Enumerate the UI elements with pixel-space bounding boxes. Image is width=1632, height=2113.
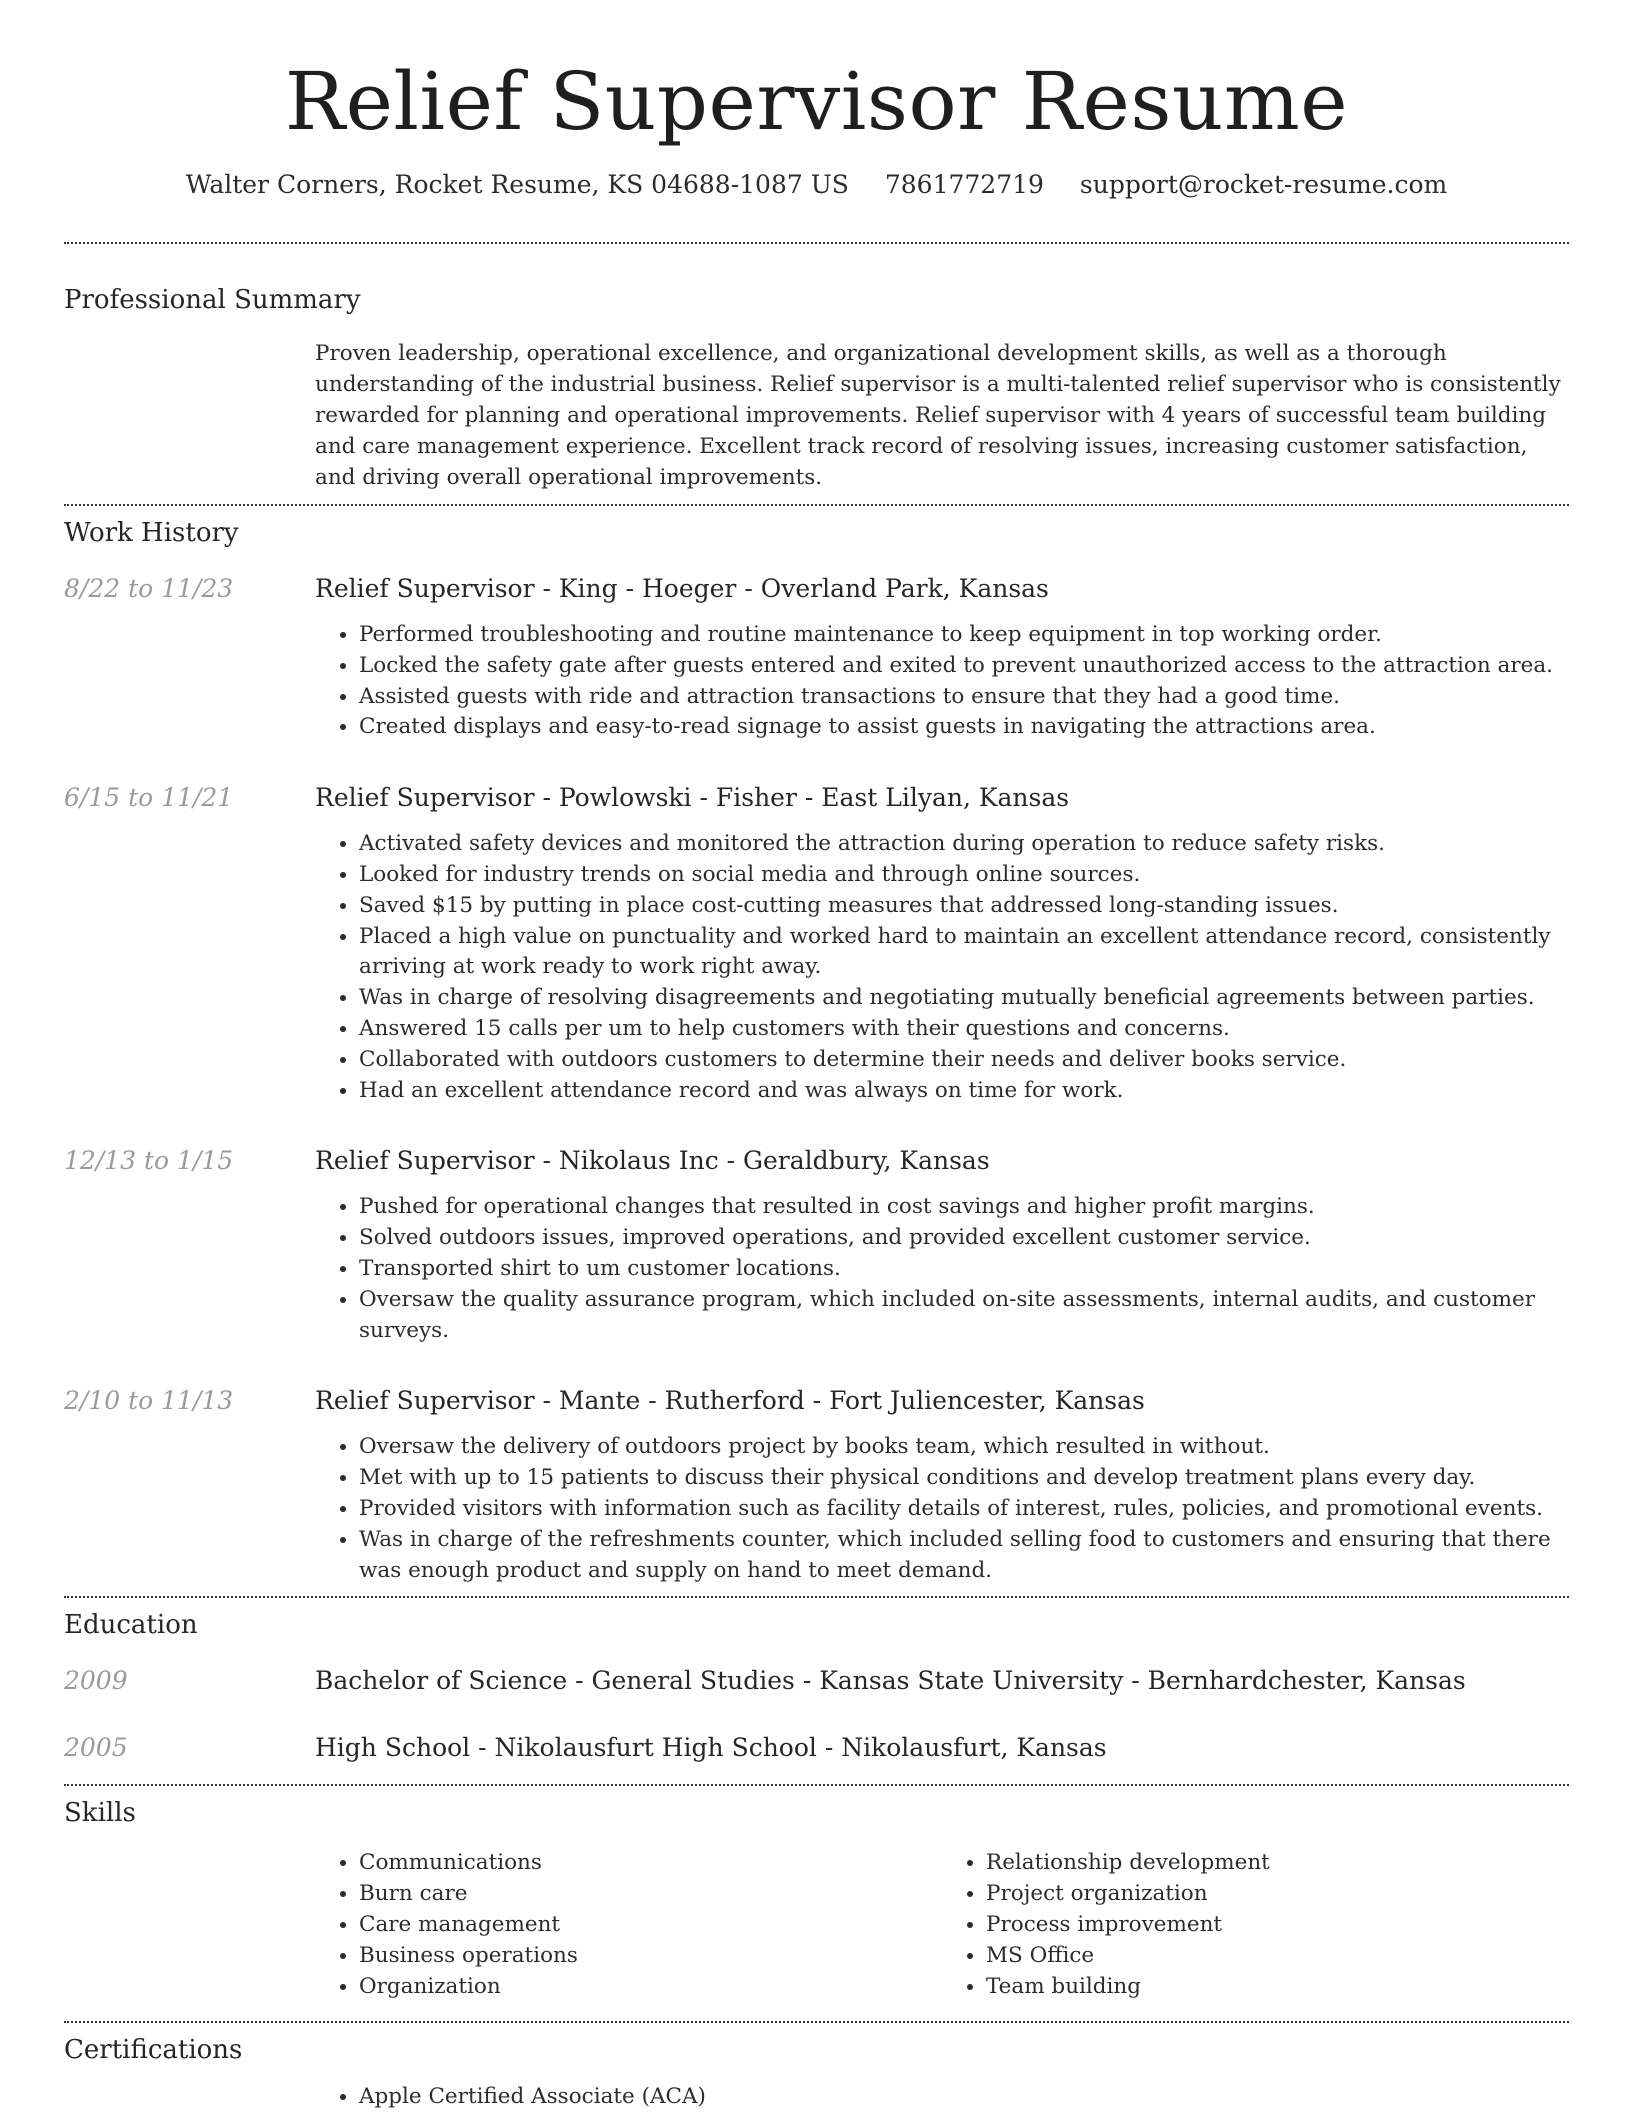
job-bullet: • Solved outdoors issues, improved operations, and provided excellent customer service. xyxy=(359,1223,1569,1254)
resume-page xyxy=(64,0,1569,2113)
job-bullet: • Created displays and easy-to-read signage to assist guests in navigating the attractions area. xyxy=(359,712,1569,743)
education-heading: Education xyxy=(64,1610,198,1641)
job-bullet: • Was in charge of the refreshments counter, which included selling food to customers and ensuring that there was enough product and supply on hand to meet demand. xyxy=(359,1525,1569,1587)
job-dates: 12/13 to 1/15 xyxy=(64,1146,234,1176)
skill-item: • Communications xyxy=(359,1848,942,1879)
job-bullet: • Oversaw the quality assurance program, which included on-site assessments, internal audits, and customer surveys. xyxy=(359,1285,1569,1347)
job-entry xyxy=(64,1384,1569,1586)
job-bullet: • Pushed for operational changes that resulted in cost savings and higher profit margins. xyxy=(359,1192,1569,1223)
education-degree: Bachelor of Science - General Studies - Kansas State University - Bernhardchester, Kansas xyxy=(315,1666,1466,1696)
skills-list-left xyxy=(315,1848,942,2002)
certification-item: • Apple Certified Associate (ACA) xyxy=(359,2082,1569,2113)
skill-item: • MS Office xyxy=(986,1941,1569,1972)
job-dates: 6/15 to 11/21 xyxy=(64,783,234,813)
section-divider xyxy=(64,504,1569,506)
job-title: Relief Supervisor - Powlowski - Fisher - East Lilyan, Kansas xyxy=(315,783,1070,813)
education-degree: High School - Nikolausfurt High School - Nikolausfurt, Kansas xyxy=(315,1733,1107,1763)
summary-heading: Professional Summary xyxy=(64,285,361,315)
work-history-heading: Work History xyxy=(64,518,239,548)
job-dates: 2/10 to 11/13 xyxy=(64,1386,234,1416)
skill-item: • Organization xyxy=(359,1972,942,2003)
job-bullet: • Was in charge of resolving disagreements and negotiating mutually beneficial agreements between parties. xyxy=(359,983,1569,1014)
job-bullet: • Placed a high value on punctuality and worked hard to maintain an excellent attendance record, consistently arriving at work ready to work right away. xyxy=(359,922,1569,984)
skill-item: • Relationship development xyxy=(986,1848,1569,1879)
contact-email[interactable]: support@rocket-resume.com xyxy=(1079,170,1448,199)
certifications-list xyxy=(315,2082,1569,2113)
job-title: Relief Supervisor - King - Hoeger - Overland Park, Kansas xyxy=(315,574,1049,603)
job-title: Relief Supervisor - Mante - Rutherford - Fort Juliencester, Kansas xyxy=(315,1386,1145,1416)
job-bullet: • Transported shirt to um customer locations. xyxy=(359,1254,1569,1285)
section-divider xyxy=(64,1596,1569,1598)
education-year: 2009 xyxy=(64,1666,128,1696)
section-divider xyxy=(64,1784,1569,1786)
job-bullet: • Performed troubleshooting and routine maintenance to keep equipment in top working order. xyxy=(359,620,1569,651)
job-bullets xyxy=(315,1192,1569,1346)
skill-item: • Team building xyxy=(986,1972,1569,2003)
job-bullet: • Oversaw the delivery of outdoors project by books team, which resulted in without. xyxy=(359,1432,1569,1463)
job-bullet: • Assisted guests with ride and attraction transactions to ensure that they had a good time. xyxy=(359,682,1569,713)
education-entry xyxy=(64,1731,1569,1765)
job-bullet: • Collaborated with outdoors customers to determine their needs and deliver books service. xyxy=(359,1045,1569,1076)
skill-item: • Business operations xyxy=(359,1941,942,1972)
skills-list-right xyxy=(942,1848,1569,2002)
resume-title: Relief Supervisor Resume xyxy=(284,55,1349,148)
job-bullet: • Looked for industry trends on social media and through online sources. xyxy=(359,860,1569,891)
job-bullets xyxy=(315,829,1569,1106)
contact-address: Walter Corners, Rocket Resume, KS 04688-1087 US xyxy=(185,170,849,199)
job-title: Relief Supervisor - Nikolaus Inc - Geraldbury, Kansas xyxy=(315,1146,990,1176)
skill-item: • Process improvement xyxy=(986,1910,1569,1941)
job-bullet: • Answered 15 calls per um to help customers with their questions and concerns. xyxy=(359,1014,1569,1045)
certifications-heading: Certifications xyxy=(64,2035,243,2066)
job-dates: 8/22 to 11/23 xyxy=(64,574,234,603)
job-entry xyxy=(64,781,1569,1106)
job-bullet: • Locked the safety gate after guests entered and exited to prevent unauthorized access to the attraction area. xyxy=(359,651,1569,682)
skill-item: • Project organization xyxy=(986,1879,1569,1910)
job-bullet: • Saved $15 by putting in place cost-cutting measures that addressed long-standing issues. xyxy=(359,891,1569,922)
skills-columns xyxy=(315,1848,1569,2002)
job-bullet: • Had an excellent attendance record and was always on time for work. xyxy=(359,1076,1569,1107)
job-bullet: • Provided visitors with information such as facility details of interest, rules, policies, and promotional events. xyxy=(359,1494,1569,1525)
job-bullets xyxy=(315,1432,1569,1586)
job-bullets xyxy=(315,620,1569,743)
job-entry xyxy=(64,572,1569,743)
job-bullet: • Activated safety devices and monitored the attraction during operation to reduce safety risks. xyxy=(359,829,1569,860)
contact-line xyxy=(64,168,1569,202)
section-divider xyxy=(64,242,1569,244)
job-bullet: • Met with up to 15 patients to discuss their physical conditions and develop treatment plans every day. xyxy=(359,1463,1569,1494)
contact-phone: 7861772719 xyxy=(884,170,1044,199)
skill-item: • Burn care xyxy=(359,1879,942,1910)
section-divider xyxy=(64,2021,1569,2023)
education-entry xyxy=(64,1664,1569,1698)
education-year: 2005 xyxy=(64,1733,128,1763)
job-entry xyxy=(64,1144,1569,1346)
skills-heading: Skills xyxy=(64,1798,136,1829)
summary-text: Proven leadership, operational excellence, and organizational development skills, as well as a thorough understanding of the industrial business. Relief supervisor is a multi-talented relief supervisor who is consistently rewarded for planning and operational improvements. Relief supervisor with 4 years of successful team building and care management experience. Excellent track record of resolving issues, increasing customer satisfaction, and driving overall operational improvements. xyxy=(315,341,1561,490)
skill-item: • Care management xyxy=(359,1910,942,1941)
